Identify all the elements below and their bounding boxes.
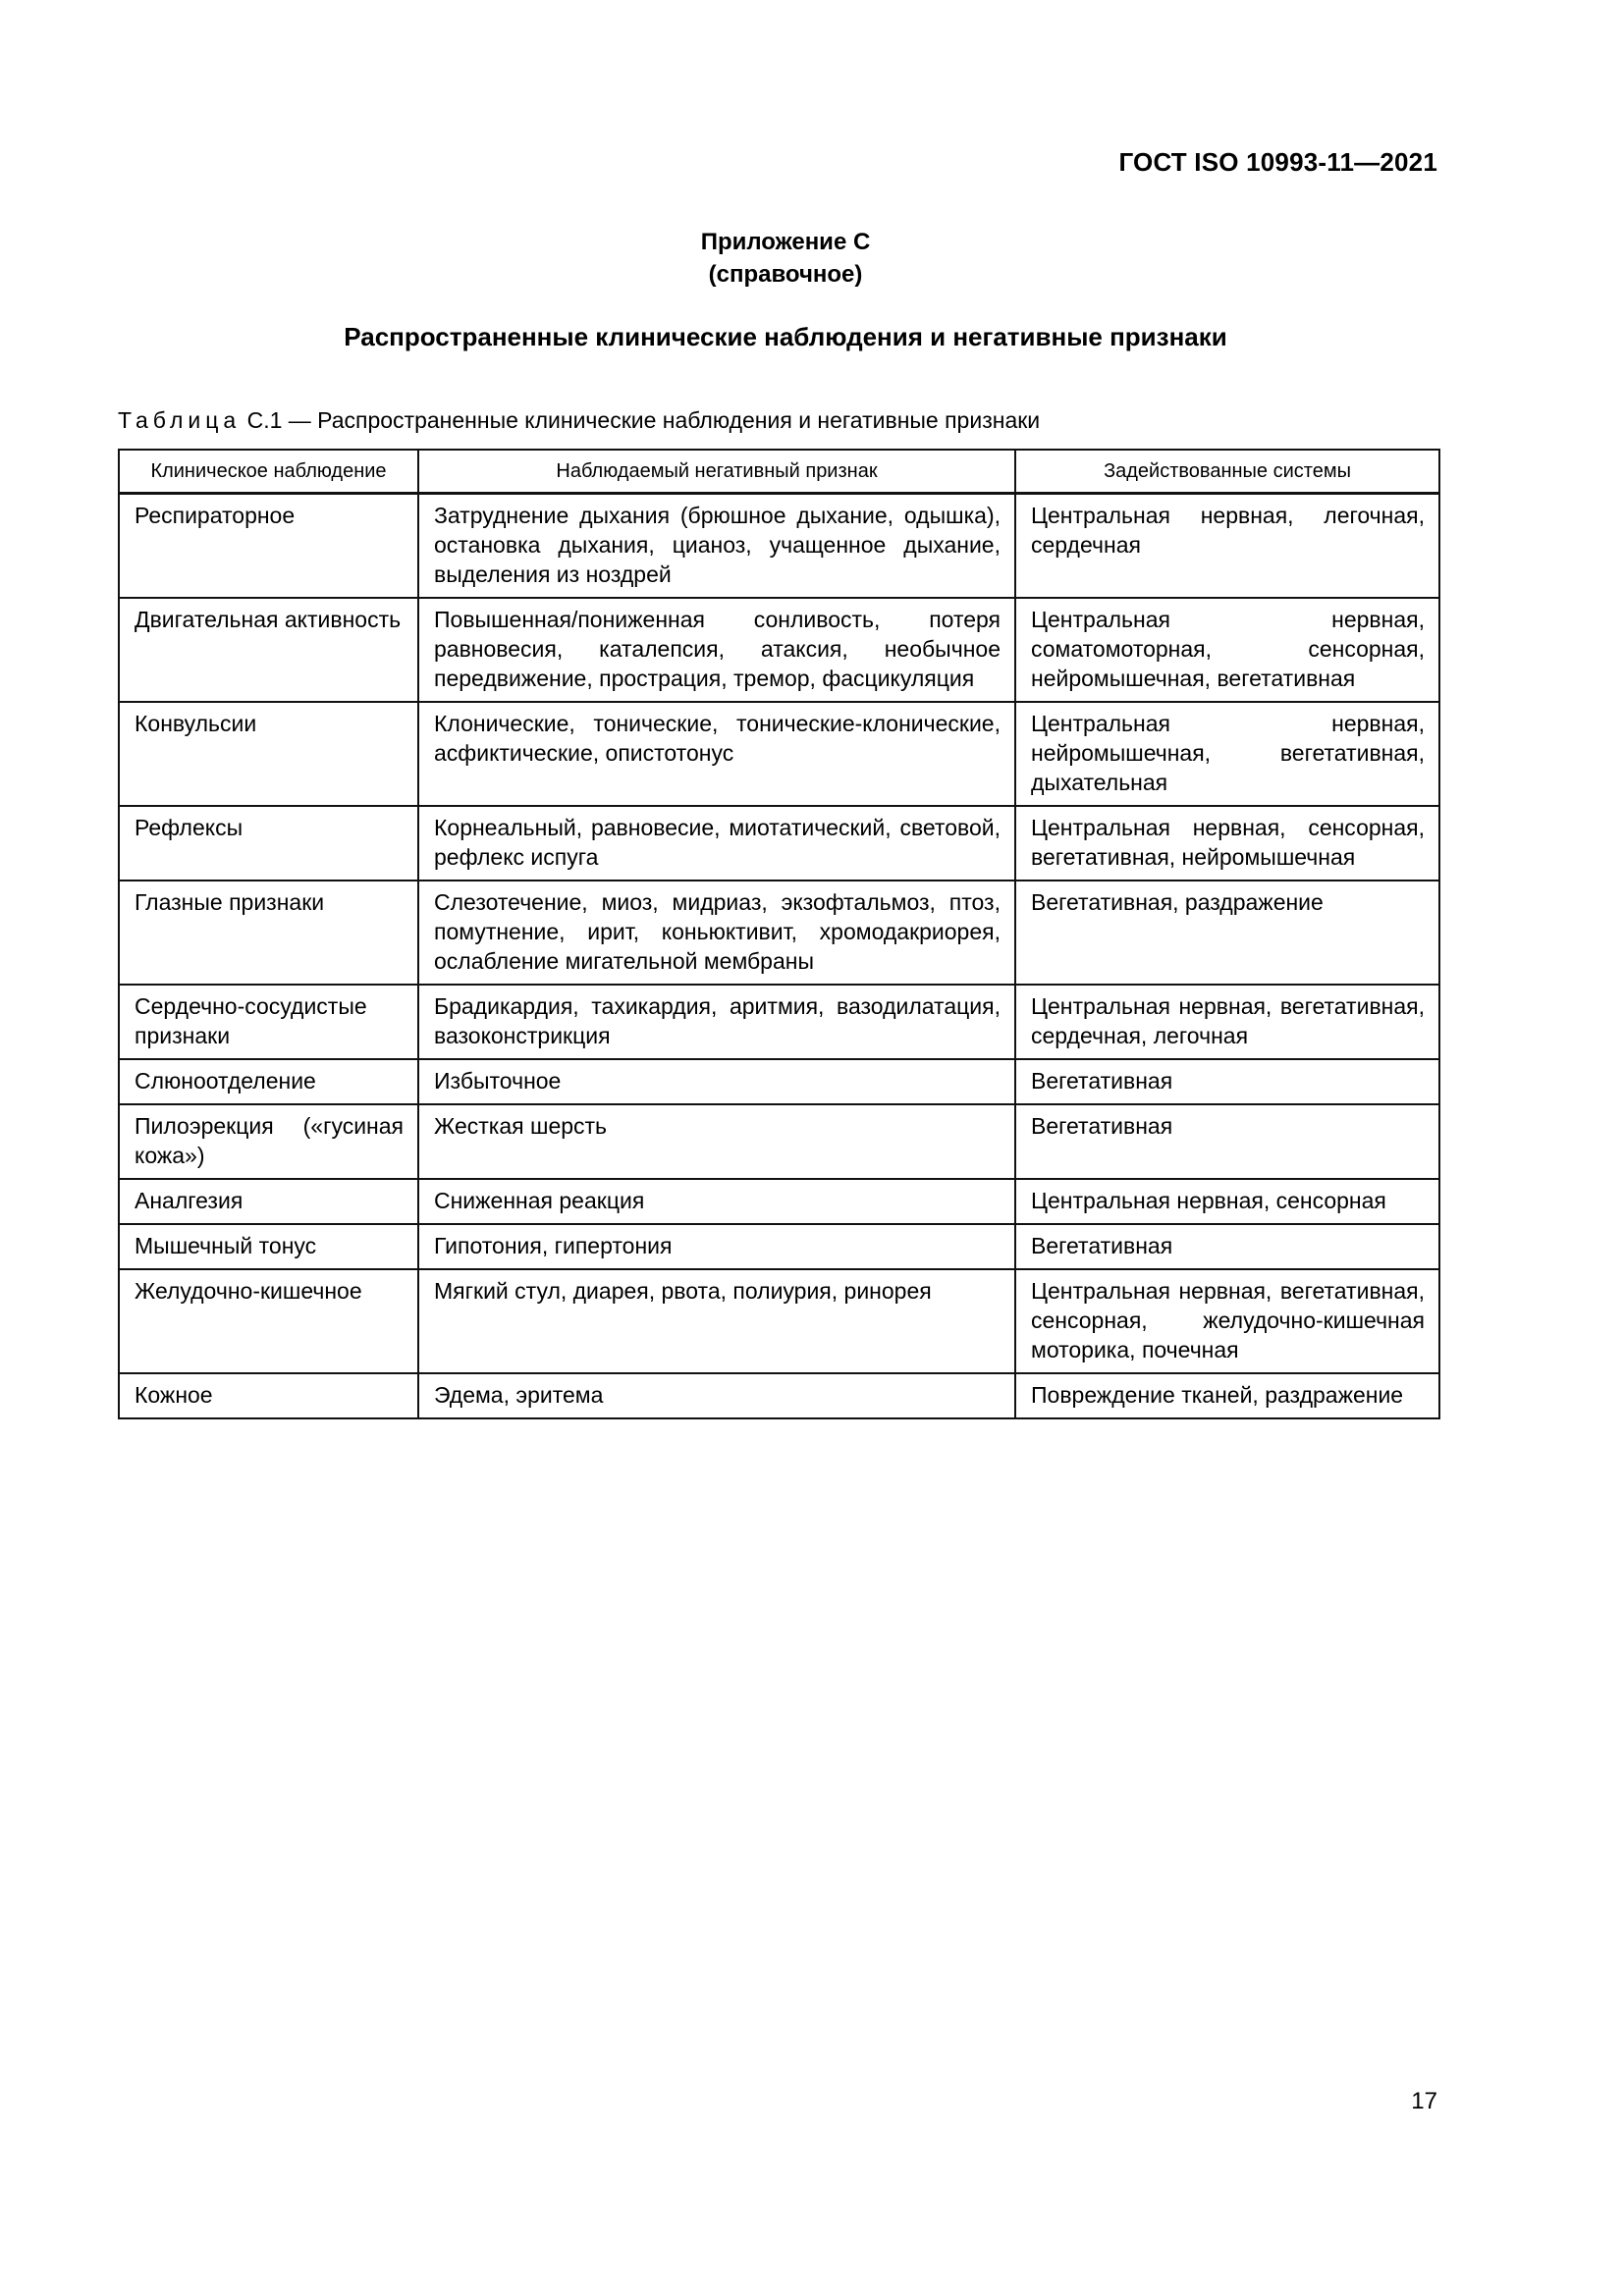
cell-observation: Сердечно-сосудистые признаки bbox=[119, 985, 418, 1059]
cell-observation: Конвульсии bbox=[119, 702, 418, 806]
cell-systems: Центральная нервная, нейромышечная, вегетативная, дыхательная bbox=[1015, 702, 1439, 806]
cell-systems: Центральная нервная, легочная, сердечная bbox=[1015, 494, 1439, 599]
cell-systems: Центральная нервная, вегетативная, сенсорная, желудочно-кишечная моторика, почечная bbox=[1015, 1269, 1439, 1373]
table-row bbox=[119, 1224, 1439, 1269]
column-header-systems: Задействованные системы bbox=[1015, 450, 1439, 494]
table-row bbox=[119, 1269, 1439, 1373]
cell-systems: Вегетативная bbox=[1015, 1059, 1439, 1104]
table-row bbox=[119, 985, 1439, 1059]
cell-systems: Повреждение тканей, раздражение bbox=[1015, 1373, 1439, 1418]
appendix-subtitle: (справочное) bbox=[708, 261, 863, 288]
cell-systems: Вегетативная bbox=[1015, 1224, 1439, 1269]
cell-observation: Пилоэрекция («гусиная кожа») bbox=[119, 1104, 418, 1179]
table-row bbox=[119, 598, 1439, 702]
cell-sign: Слезотечение, миоз, мидриаз, экзофтальмоз, птоз, помутнение, ирит, коньюктивит, хромодакриорея, ослабление мигательной мембраны bbox=[418, 881, 1015, 985]
column-header-sign: Наблюдаемый негативный признак bbox=[418, 450, 1015, 494]
appendix-title: Приложение С bbox=[700, 229, 871, 255]
cell-systems: Вегетативная bbox=[1015, 1104, 1439, 1179]
page-number: 17 bbox=[1411, 2088, 1437, 2114]
cell-sign: Корнеальный, равновесие, миотатический, световой, рефлекс испуга bbox=[418, 806, 1015, 881]
table-header-row bbox=[119, 450, 1439, 494]
cell-sign: Сниженная реакция bbox=[418, 1179, 1015, 1224]
observations-table bbox=[118, 449, 1440, 1419]
page-title: Распространенные клинические наблюдения и негативные признаки bbox=[344, 322, 1227, 351]
cell-sign: Затруднение дыхания (брюшное дыхание, одышка), остановка дыхания, цианоз, учащенное дыхание, выделения из ноздрей bbox=[418, 494, 1015, 599]
cell-observation: Глазные признаки bbox=[119, 881, 418, 985]
table-row bbox=[119, 494, 1439, 599]
table-row bbox=[119, 702, 1439, 806]
cell-observation: Мышечный тонус bbox=[119, 1224, 418, 1269]
table-row bbox=[119, 881, 1439, 985]
cell-sign: Гипотония, гипертония bbox=[418, 1224, 1015, 1269]
cell-sign: Повышенная/пониженная сонливость, потеря равновесия, каталепсия, атаксия, необычное передвижение, прострация, тремор, фасцикуляция bbox=[418, 598, 1015, 702]
column-header-observation: Клиническое наблюдение bbox=[119, 450, 418, 494]
cell-systems: Центральная нервная, сенсорная, вегетативная, нейромышечная bbox=[1015, 806, 1439, 881]
cell-systems: Центральная нервная, сенсорная bbox=[1015, 1179, 1439, 1224]
cell-observation: Двигательная активность bbox=[119, 598, 418, 702]
table-caption bbox=[118, 407, 1040, 434]
cell-sign: Эдема, эритема bbox=[418, 1373, 1015, 1418]
table-row bbox=[119, 1104, 1439, 1179]
cell-sign: Мягкий стул, диарея, рвота, полиурия, ринорея bbox=[418, 1269, 1015, 1373]
table-caption-label: Таблица bbox=[118, 407, 242, 433]
document-code: ГОСТ ISO 10993-11—2021 bbox=[1118, 147, 1437, 177]
cell-observation: Аналгезия bbox=[119, 1179, 418, 1224]
appendix-heading bbox=[0, 226, 1571, 291]
cell-sign: Брадикардия, тахикардия, аритмия, вазодилатация, вазоконстрикция bbox=[418, 985, 1015, 1059]
table-caption-text: С.1 — Распространенные клинические наблюдения и негативные признаки bbox=[246, 407, 1041, 433]
cell-observation: Респираторное bbox=[119, 494, 418, 599]
cell-sign: Избыточное bbox=[418, 1059, 1015, 1104]
cell-observation: Рефлексы bbox=[119, 806, 418, 881]
table-row bbox=[119, 1179, 1439, 1224]
cell-systems: Центральная нервная, вегетативная, сердечная, легочная bbox=[1015, 985, 1439, 1059]
cell-observation: Кожное bbox=[119, 1373, 418, 1418]
table-row bbox=[119, 1059, 1439, 1104]
cell-observation: Желудочно-кишечное bbox=[119, 1269, 418, 1373]
cell-systems: Центральная нервная, соматомоторная, сенсорная, нейромышечная, вегетативная bbox=[1015, 598, 1439, 702]
cell-sign: Клонические, тонические, тонические-клонические, асфиктические, опистотонус bbox=[418, 702, 1015, 806]
cell-systems: Вегетативная, раздражение bbox=[1015, 881, 1439, 985]
cell-observation: Слюноотделение bbox=[119, 1059, 418, 1104]
cell-sign: Жесткая шерсть bbox=[418, 1104, 1015, 1179]
table-row bbox=[119, 806, 1439, 881]
table-row bbox=[119, 1373, 1439, 1418]
